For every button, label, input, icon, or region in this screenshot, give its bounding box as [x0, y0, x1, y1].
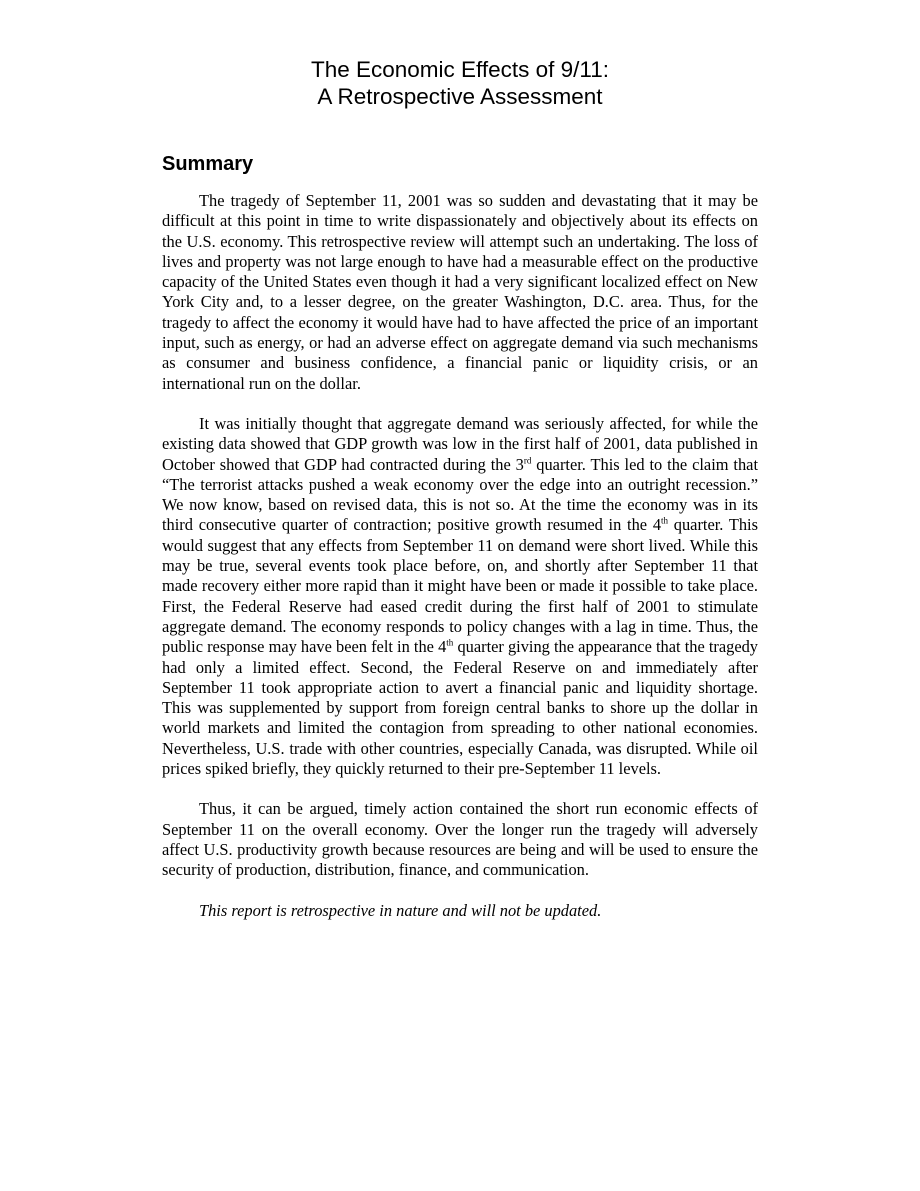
paragraph-2-part-1: It was initially thought that aggregate demand was seriously affected, for while the existing data showed that GDP growth was low in the first half of 2001, data published in October showed that GDP had contracted during the 3 — [162, 413, 758, 474]
summary-paragraph-2 — [162, 414, 758, 779]
summary-paragraph-3: Thus, it can be argued, timely action contained the short run economic effects of September 11 on the overall economy. Over the longer run the tragedy will adversely affect U.S. productivity growth because resources are being and will be used to ensure the security of production, distribution, finance, and communication. — [162, 799, 758, 880]
ordinal-superscript: th — [661, 515, 669, 526]
paragraph-2-part-2: quarter. This led to the claim that “The terrorist attacks pushed a weak economy over the edge into an outright recession.” We now know, based on revised data, this is not so. At the time the economy was in its third consecutive quarter of contraction; positive growth resumed in the 4 — [162, 454, 758, 535]
title-line-2: A Retrospective Assessment — [317, 84, 603, 109]
paragraph-2-part-4: quarter giving the appearance that the tragedy had only a limited effect. Second, the Federal Reserve on and immediately after September 11 took appropriate action to avert a financial panic and liquidity shortage. This was supplemented by support from foreign central banks to shore up the dollar in world markets and limited the contagion from spreading to other national economies. Nevertheless, U.S. trade with other countries, especially Canada, was disrupted. While oil prices spiked briefly, they quickly returned to their pre-September 11 levels. — [162, 637, 759, 779]
paragraph-2-part-3: quarter. This would suggest that any effects from September 11 on demand were short lived. While this may be true, several events took place before, on, and shortly after September 11 that made recovery either more rapid than it might have been or made it possible to take place. First, the Federal Reserve had eased credit during the first half of 2001 to stimulate aggregate demand. The economy responds to policy changes with a lag in time. Thus, the public response may have been felt in the 4 — [162, 515, 758, 657]
report-title — [162, 56, 758, 110]
update-note: This report is retrospective in nature and will not be updated. — [199, 900, 602, 920]
summary-heading: Summary — [162, 153, 254, 175]
report-page — [162, 56, 758, 921]
title-line-1: The Economic Effects of 9/11: — [310, 57, 610, 82]
ordinal-superscript: rd — [523, 455, 532, 466]
summary-paragraph-1: The tragedy of September 11, 2001 was so sudden and devastating that it may be difficult at this point in time to write dispassionately and objectively about its effects on the U.S. economy. This retrospective review will attempt such an undertaking. The loss of lives and property was not large enough to have had a measurable effect on the productive capacity of the United States even though it had a very significant localized effect on New York City and, to a lesser degree, on the greater Washington, D.C. area. Thus, for the tragedy to affect the economy it would have had to have affected the price of an important input, such as energy, or had an adverse effect on aggregate demand via such mechanisms as consumer and business confidence, a financial panic or liquidity crisis, or an international run on the dollar. — [162, 191, 758, 393]
ordinal-superscript: th — [446, 637, 454, 648]
